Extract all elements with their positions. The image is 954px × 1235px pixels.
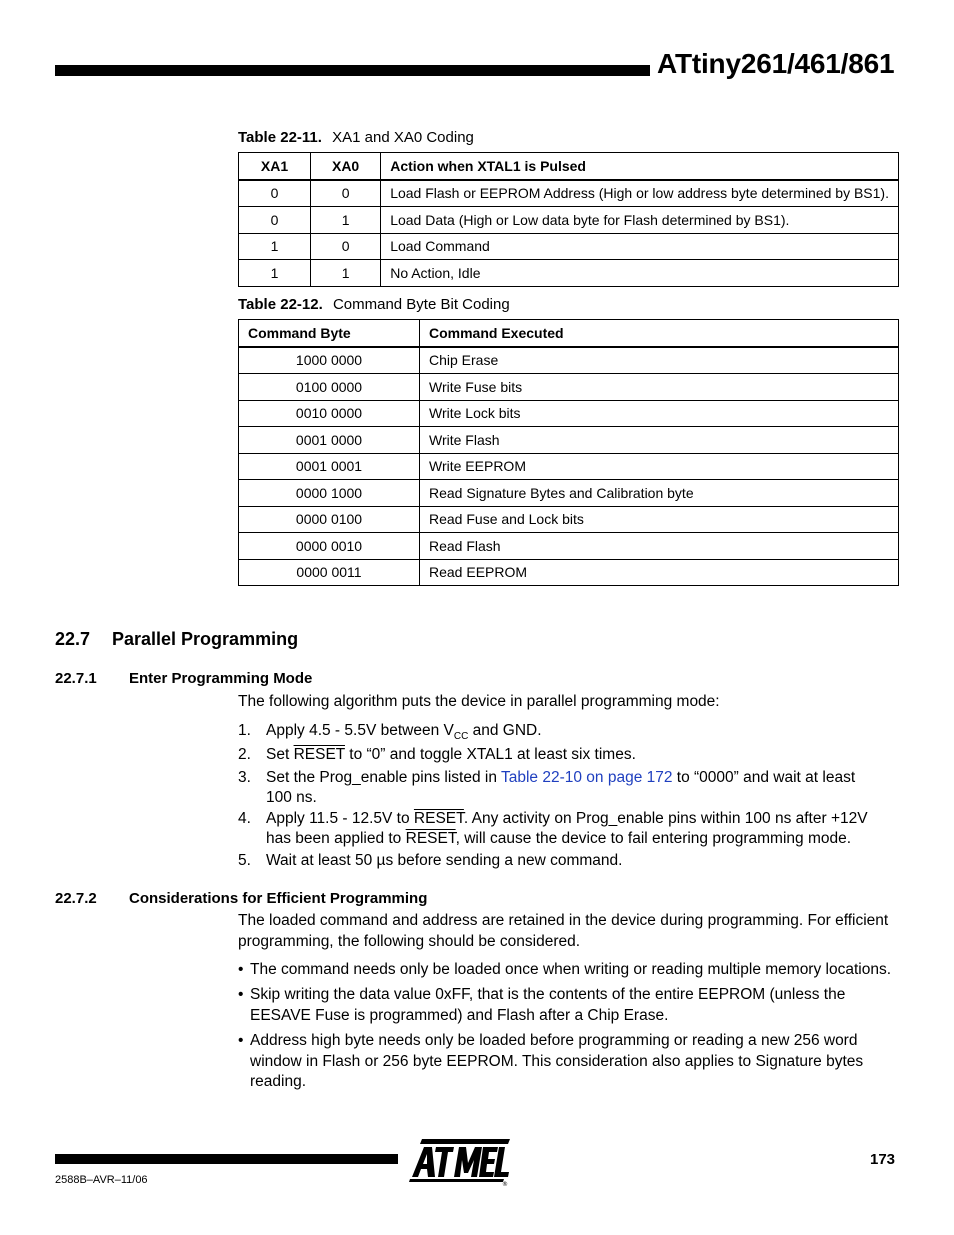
text-run: Apply 4.5 - 5.5V between V — [266, 722, 454, 739]
list-number: 3. — [238, 769, 251, 786]
table-row — [239, 207, 899, 234]
table-cell: 1 — [239, 260, 311, 287]
subsection-title: Enter Programming Mode — [129, 670, 313, 687]
reset-signal: RESET — [293, 746, 345, 763]
table1-label: Table 22-11. — [238, 129, 322, 146]
bullet-icon: • — [238, 986, 244, 1003]
table-cell: Read Flash — [420, 533, 899, 560]
table-cell: 0 — [311, 233, 381, 260]
document-title: ATtiny261/461/861 — [657, 48, 895, 79]
command-byte-table — [238, 319, 899, 586]
table-cell: 1 — [311, 260, 381, 287]
table-row — [239, 480, 899, 507]
subsection-number: 22.7.1 — [55, 670, 97, 687]
footer-rule — [55, 1154, 398, 1164]
bullet-icon: • — [238, 961, 244, 978]
table2-title: Command Byte Bit Coding — [332, 296, 510, 313]
list-text — [266, 745, 903, 765]
table-cell: 0001 0000 — [239, 427, 420, 454]
table-cell: 1 — [311, 207, 381, 234]
table-cell: 0000 0010 — [239, 533, 420, 560]
table-header-row — [239, 320, 899, 347]
table-row — [239, 559, 899, 586]
text-run: . Any activity on Prog_enable pins within 100 ns after +12V has been applied to — [266, 810, 868, 847]
table-cell: 0 — [239, 207, 311, 234]
table-header-cell: XA1 — [239, 153, 311, 180]
list-item — [238, 768, 903, 808]
reset-signal: RESET — [405, 830, 456, 847]
table-cell: Load Data (High or Low data byte for Flash determined by BS1). — [381, 207, 899, 234]
table-row — [239, 400, 899, 427]
table2-caption — [238, 296, 510, 313]
table-cell: Read EEPROM — [420, 559, 899, 586]
table-cell: Chip Erase — [420, 347, 899, 374]
table-header-cell: Action when XTAL1 is Pulsed — [381, 153, 899, 180]
list-text — [266, 768, 866, 808]
header-rule — [55, 65, 650, 76]
text-run: to “0000” and wait at least 100 ns. — [266, 769, 856, 806]
xa-coding-table — [238, 152, 899, 287]
section-number: 22.7 — [55, 629, 91, 649]
table-cell: 0 — [239, 180, 311, 207]
table-cell: Write Fuse bits — [420, 374, 899, 401]
subsection-heading — [55, 670, 312, 687]
table-row — [239, 180, 899, 207]
registered-mark: ® — [502, 1181, 508, 1187]
table-header-cell: XA0 — [311, 153, 381, 180]
table-cell: Read Signature Bytes and Calibration byte — [420, 480, 899, 507]
bullet-item — [238, 985, 903, 1026]
list-number: 2. — [238, 746, 251, 763]
bullet-text: Skip writing the data value 0xFF, that is the contents of the entire EEPROM (unless the EESAVE Fuse is programmed) and Flash after a Chip Erase. — [250, 986, 846, 1024]
subsection-title: Considerations for Efficient Programming — [129, 890, 428, 907]
list-text — [266, 721, 903, 747]
table-row — [239, 427, 899, 454]
table-reference-link[interactable]: Table 22-10 on page 172 — [500, 769, 673, 786]
table-row — [239, 374, 899, 401]
table-row — [239, 506, 899, 533]
table-row — [239, 347, 899, 374]
table2-label: Table 22-12. — [238, 296, 323, 313]
list-item — [238, 809, 903, 849]
subsection-number: 22.7.2 — [55, 890, 97, 907]
bullet-item — [238, 1031, 903, 1093]
table-cell: 0001 0001 — [239, 453, 420, 480]
atmel-logo-icon — [408, 1135, 512, 1187]
table-cell: 0100 0000 — [239, 374, 420, 401]
table-cell: Write Flash — [420, 427, 899, 454]
table-cell: Load Command — [381, 233, 899, 260]
table-cell: 1000 0000 — [239, 347, 420, 374]
text-run: Set — [266, 746, 294, 763]
paragraph: The loaded command and address are retained in the device during programming. For efficient programming, the following should be considered. — [238, 912, 889, 950]
text-run: Set the Prog_enable pins listed in — [266, 769, 501, 786]
document-code: 2588B–AVR–11/06 — [55, 1174, 148, 1186]
table1-caption — [238, 129, 474, 146]
table-cell: 1 — [239, 233, 311, 260]
list-text: Wait at least 50 µs before sending a new command. — [266, 852, 623, 869]
bullet-text: The command needs only be loaded once when writing or reading multiple memory locations. — [250, 961, 892, 978]
table-header-cell: Command Byte — [239, 320, 420, 347]
table1-title: XA1 and XA0 Coding — [332, 129, 474, 146]
table-cell: 0000 0011 — [239, 559, 420, 586]
table-row — [239, 453, 899, 480]
text-run: , will cause the device to fail entering programming mode. — [455, 830, 852, 847]
table-cell: 0000 0100 — [239, 506, 420, 533]
paragraph: The following algorithm puts the device in parallel programming mode: — [238, 693, 720, 710]
table-cell: No Action, Idle — [381, 260, 899, 287]
subsection-heading — [55, 890, 427, 907]
table-cell: 0000 1000 — [239, 480, 420, 507]
reset-signal: RESET — [413, 810, 464, 827]
table-row — [239, 233, 899, 260]
list-number: 1. — [238, 722, 251, 739]
table-header-cell: Command Executed — [420, 320, 899, 347]
section-heading — [55, 629, 298, 650]
table-cell: 0010 0000 — [239, 400, 420, 427]
list-item — [238, 721, 903, 747]
page-number: 173 — [870, 1151, 896, 1168]
table-row — [239, 533, 899, 560]
table-cell: Write Lock bits — [420, 400, 899, 427]
list-item — [238, 851, 903, 871]
bullet-icon: • — [238, 1032, 244, 1049]
list-number: 5. — [238, 852, 251, 869]
table-cell: Write EEPROM — [420, 453, 899, 480]
table-row — [239, 260, 899, 287]
table-cell: Read Fuse and Lock bits — [420, 506, 899, 533]
bullet-text: Address high byte needs only be loaded before programming or reading a new 256 word window in Flash or 256 byte EEPROM. This consideration also applies to Signature bytes reading. — [250, 1032, 864, 1090]
text-run: to “0” and toggle XTAL1 at least six times. — [344, 746, 636, 763]
list-text — [266, 809, 878, 849]
list-item — [238, 745, 903, 765]
table-cell: 0 — [311, 180, 381, 207]
section-title: Parallel Programming — [112, 629, 299, 649]
text-run: Apply 11.5 - 12.5V to — [266, 810, 414, 827]
text-run: and GND. — [468, 722, 542, 739]
bullet-item — [238, 960, 903, 981]
list-number: 4. — [238, 810, 251, 827]
vcc-subscript: CC — [453, 731, 469, 743]
table-header-row — [239, 153, 899, 180]
table-cell: Load Flash or EEPROM Address (High or low address byte determined by BS1). — [381, 180, 899, 207]
